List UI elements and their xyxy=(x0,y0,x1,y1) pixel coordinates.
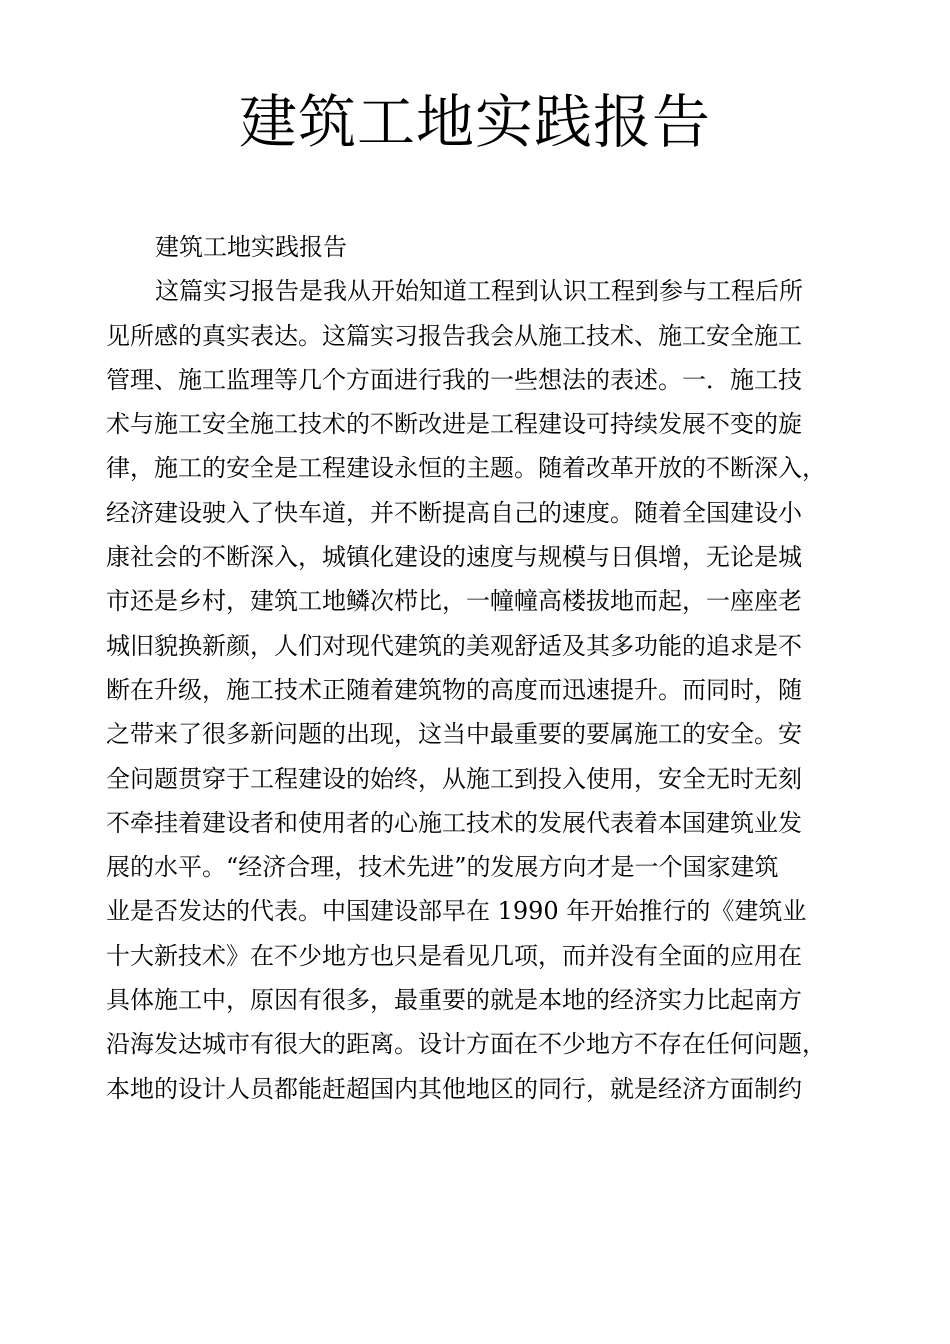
paragraph-line: 断在升级，施工技术正随着建筑物的高度而迅速提升。而同时，随 xyxy=(106,675,802,704)
paragraph-line: 这篇实习报告是我从开始知道工程到认识工程到参与工程后所 xyxy=(155,277,803,306)
paragraph-line: 展的水平。“经济合理，技术先进”的发展方向才是一个国家建筑 xyxy=(106,853,779,882)
paragraph-line: 经济建设驶入了快车道，并不断提高自己的速度。随着全国建设小 xyxy=(106,498,802,527)
paragraph-line: 术与施工安全施工技术的不断改进是工程建设可持续发展不变的旋 xyxy=(106,410,802,439)
paragraph-line: 市还是乡村，建筑工地鳞次栉比，一幢幢高楼拔地而起，一座座老 xyxy=(106,587,802,616)
document-body xyxy=(106,225,846,1111)
subtitle-line: 建筑工地实践报告 xyxy=(155,233,347,261)
paragraph-line: 全问题贯穿于工程建设的始终，从施工到投入使用，安全无时无刻 xyxy=(106,764,802,793)
document-title: 建筑工地实践报告 xyxy=(238,88,711,156)
paragraph-line: 业是否发达的代表。中国建设部早在 1990 年开始推行的《建筑业 xyxy=(106,897,807,926)
paragraph-line: 管理、施工监理等几个方面进行我的一些想法的表述。一．施工技 xyxy=(106,365,802,394)
paragraph-line: 之带来了很多新问题的出现，这当中最重要的要属施工的安全。安 xyxy=(106,720,802,749)
paragraph-line: 具体施工中，原因有很多，最重要的就是本地的经济实力比起南方 xyxy=(106,986,802,1015)
paragraph-line: 康社会的不断深入，城镇化建设的速度与规模与日俱增，无论是城 xyxy=(106,543,802,572)
paragraph-line: 不牵挂着建设者和使用者的心施工技术的发展代表着本国建筑业发 xyxy=(106,808,802,837)
paragraph-line: 本地的设计人员都能赶超国内其他地区的同行，就是经济方面制约 xyxy=(106,1074,802,1103)
paragraph-line: 城旧貌换新颜，人们对现代建筑的美观舒适及其多功能的追求是不 xyxy=(106,631,802,660)
paragraph-line: 十大新技术》在不少地方也只是看见几项，而并没有全面的应用在 xyxy=(106,941,802,970)
paragraph-line: 沿海发达城市有很大的距离。设计方面在不少地方不存在任何问题， xyxy=(106,1030,826,1059)
paragraph-line: 见所感的真实表达。这篇实习报告我会从施工技术、施工安全施工 xyxy=(106,321,802,350)
paragraph-line: 律，施工的安全是工程建设永恒的主题。随着改革开放的不断深入， xyxy=(106,454,826,483)
